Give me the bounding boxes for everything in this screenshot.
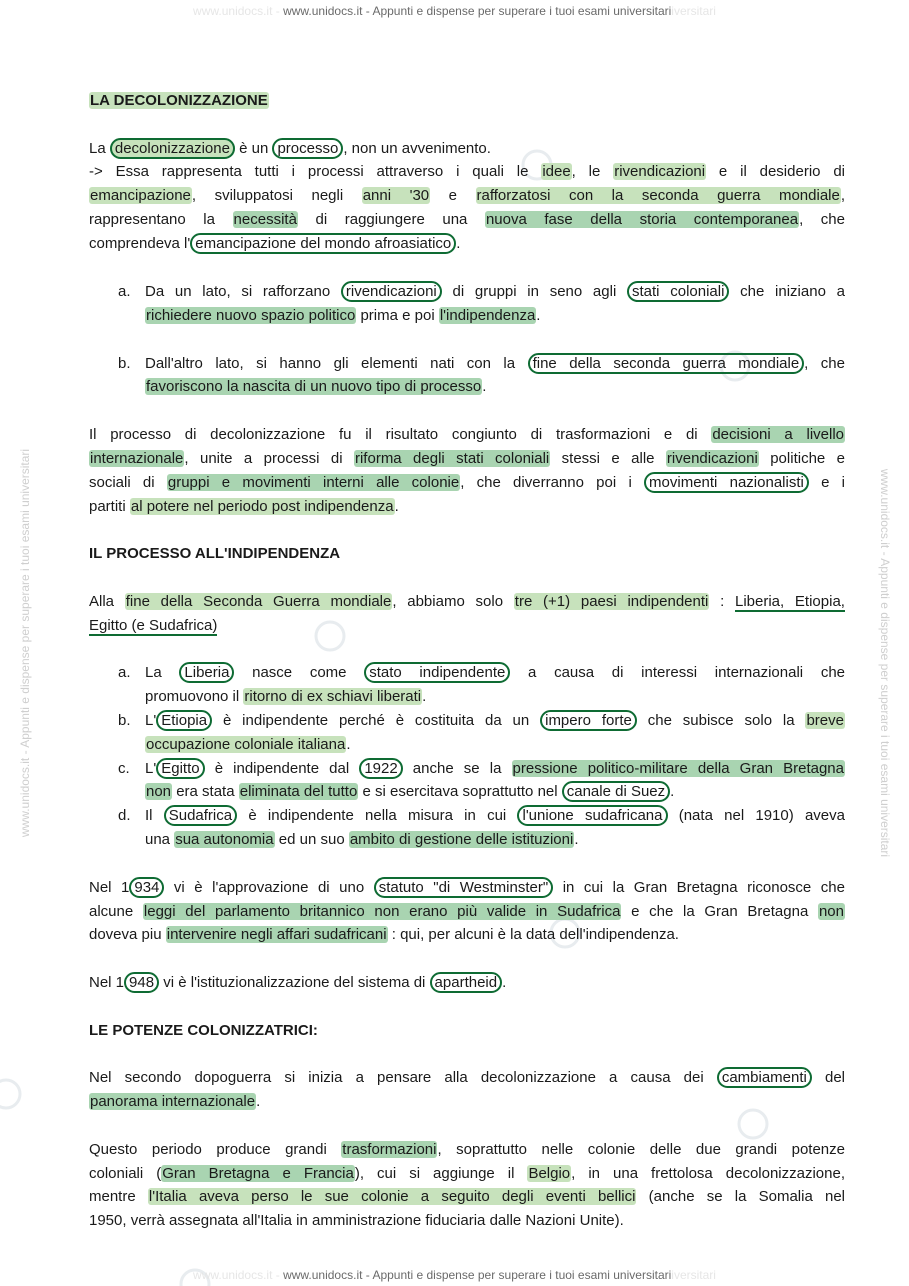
page-footer: www.unidocs.it - www.unidocs.it - Appunti e dispense per superare i tuoi esami universitariiversitari <box>193 1268 716 1282</box>
list-item-line: Dall'altro lato, si hanno gli elementi nati con la fine della seconda guerra mondiale , che <box>145 355 845 372</box>
paragraph-line: partiti al potere nel periodo post indipendenza. <box>89 498 399 515</box>
section-title-processo-indipendenza: IL PROCESSO ALL'INDIPENDENZA <box>89 545 341 562</box>
side-watermark-left: www.unidocs.it - Appunti e dispense per superare i tuoi esami universitari <box>18 448 32 838</box>
paragraph-line: 1950, verrà assegnata all'Italia in amministrazione fiduciaria dalle Nazioni Unite). <box>89 1212 624 1229</box>
paragraph-line: comprendeva l' emancipazione del mondo afroasiatico . <box>89 235 461 252</box>
page-header: www.unidocs.it - www.unidocs.it - Appunti e dispense per superare i tuoi esami universitariiversitari <box>193 4 716 18</box>
list-marker: b. <box>118 355 131 372</box>
paragraph-line: doveva piu intervenire negli affari sudafricani : qui, per alcuni è la data dell'indipendenza. <box>89 926 679 943</box>
list-item-line: occupazione coloniale italiana. <box>146 736 351 753</box>
paragraph-line: La decolonizzazione è un processo , non un avvenimento. <box>89 140 491 157</box>
list-item-line: una sua autonomia ed un suo ambito di gestione delle istituzioni. <box>145 831 579 848</box>
paragraph-line: emancipazione, sviluppatosi negli anni '30 e rafforzatosi con la seconda guerra mondiale, <box>90 187 846 204</box>
list-item-line: L' Egitto è indipendente dal 1922 anche se la pressione politico-militare della Gran Bretagna <box>145 760 844 777</box>
paragraph-line: Nel secondo dopoguerra si inizia a pensare alla decolonizzazione a causa dei cambiamenti del <box>89 1069 845 1086</box>
list-marker: c. <box>118 760 130 777</box>
list-item-line: favoriscono la nascita di un nuovo tipo di processo. <box>146 378 487 395</box>
paragraph-line: Il processo di decolonizzazione fu il risultato congiunto di trasformazioni e di decisioni a livello <box>89 426 844 443</box>
paragraph-line: -> Essa rappresenta tutti i processi attraverso i quali le idee, le rivendicazioni e il desiderio di <box>89 163 846 180</box>
paragraph-line: Nel 1 948 vi è l'istituzionalizzazione del sistema di apartheid . <box>89 974 507 991</box>
list-item-line: non era stata eliminata del tutto e si esercitava soprattutto nel canale di Suez . <box>146 783 675 800</box>
list-item-line: Da un lato, si rafforzano rivendicazioni di gruppi in seno agli stati coloniali che iniziano a <box>145 283 845 300</box>
list-item-line: L' Etiopia è indipendente perché è costituita da un impero forte che subisce solo la breve <box>145 712 844 729</box>
list-item-line: Il Sudafrica è indipendente nella misura in cui l'unione sudafricana (nata nel 1910) aveva <box>145 807 845 824</box>
paragraph-line: coloniali (Gran Bretagna e Francia), cui si aggiunge il Belgio, in una frettolosa decolonizzazione, <box>89 1165 846 1182</box>
list-marker: a. <box>118 283 131 300</box>
section-title-potenze-colonizzatrici: LE POTENZE COLONIZZATRICI: <box>89 1022 318 1039</box>
side-watermark-right: www.unidocs.it - Appunti e dispense per superare i tuoi esami universitari <box>878 468 892 858</box>
paragraph-line: Nel 1 934 vi è l'approvazione di uno statuto "di Westminster" in cui la Gran Bretagna riconosce che <box>89 879 845 896</box>
list-marker: d. <box>118 807 131 824</box>
paragraph-line: panorama internazionale. <box>90 1093 261 1110</box>
list-marker: b. <box>118 712 131 729</box>
list-item-line: La Liberia nasce come stato indipendente a causa di interessi internazionali che <box>145 664 845 681</box>
paragraph-line: Alla fine della Seconda Guerra mondiale, abbiamo solo tre (+1) paesi indipendenti : Liberia, Etiopia, <box>89 593 845 610</box>
section-title-decolonizzazione: LA DECOLONIZZAZIONE <box>90 92 268 109</box>
paragraph-line: internazionale, unite a processi di riforma degli stati coloniali stessi e alle rivendicazioni politiche e <box>90 450 845 467</box>
paragraph-line: alcune leggi del parlamento britannico non erano più valide in Sudafrica e che la Gran Bretagna non <box>89 903 844 920</box>
paragraph-line: mentre l'Italia aveva perso le sue colonie a seguito degli eventi bellici (anche se la Somalia nel <box>89 1188 845 1205</box>
paragraph-line: rappresentano la necessità di raggiungere una nuova fase della storia contemporanea, che <box>89 211 845 228</box>
list-item-line: richiedere nuovo spazio politico prima e poi l'indipendenza. <box>146 307 541 324</box>
paragraph-line: sociali di gruppi e movimenti interni alle colonie, che diverranno poi i movimenti nazionalisti e i <box>89 474 846 491</box>
list-item-line: promuovono il ritorno di ex schiavi liberati. <box>145 688 427 705</box>
list-marker: a. <box>118 664 131 681</box>
paragraph-line: Egitto (e Sudafrica) <box>89 617 218 634</box>
paragraph-line: Questo periodo produce grandi trasformazioni, soprattutto nelle colonie delle due grandi potenze <box>89 1141 845 1158</box>
